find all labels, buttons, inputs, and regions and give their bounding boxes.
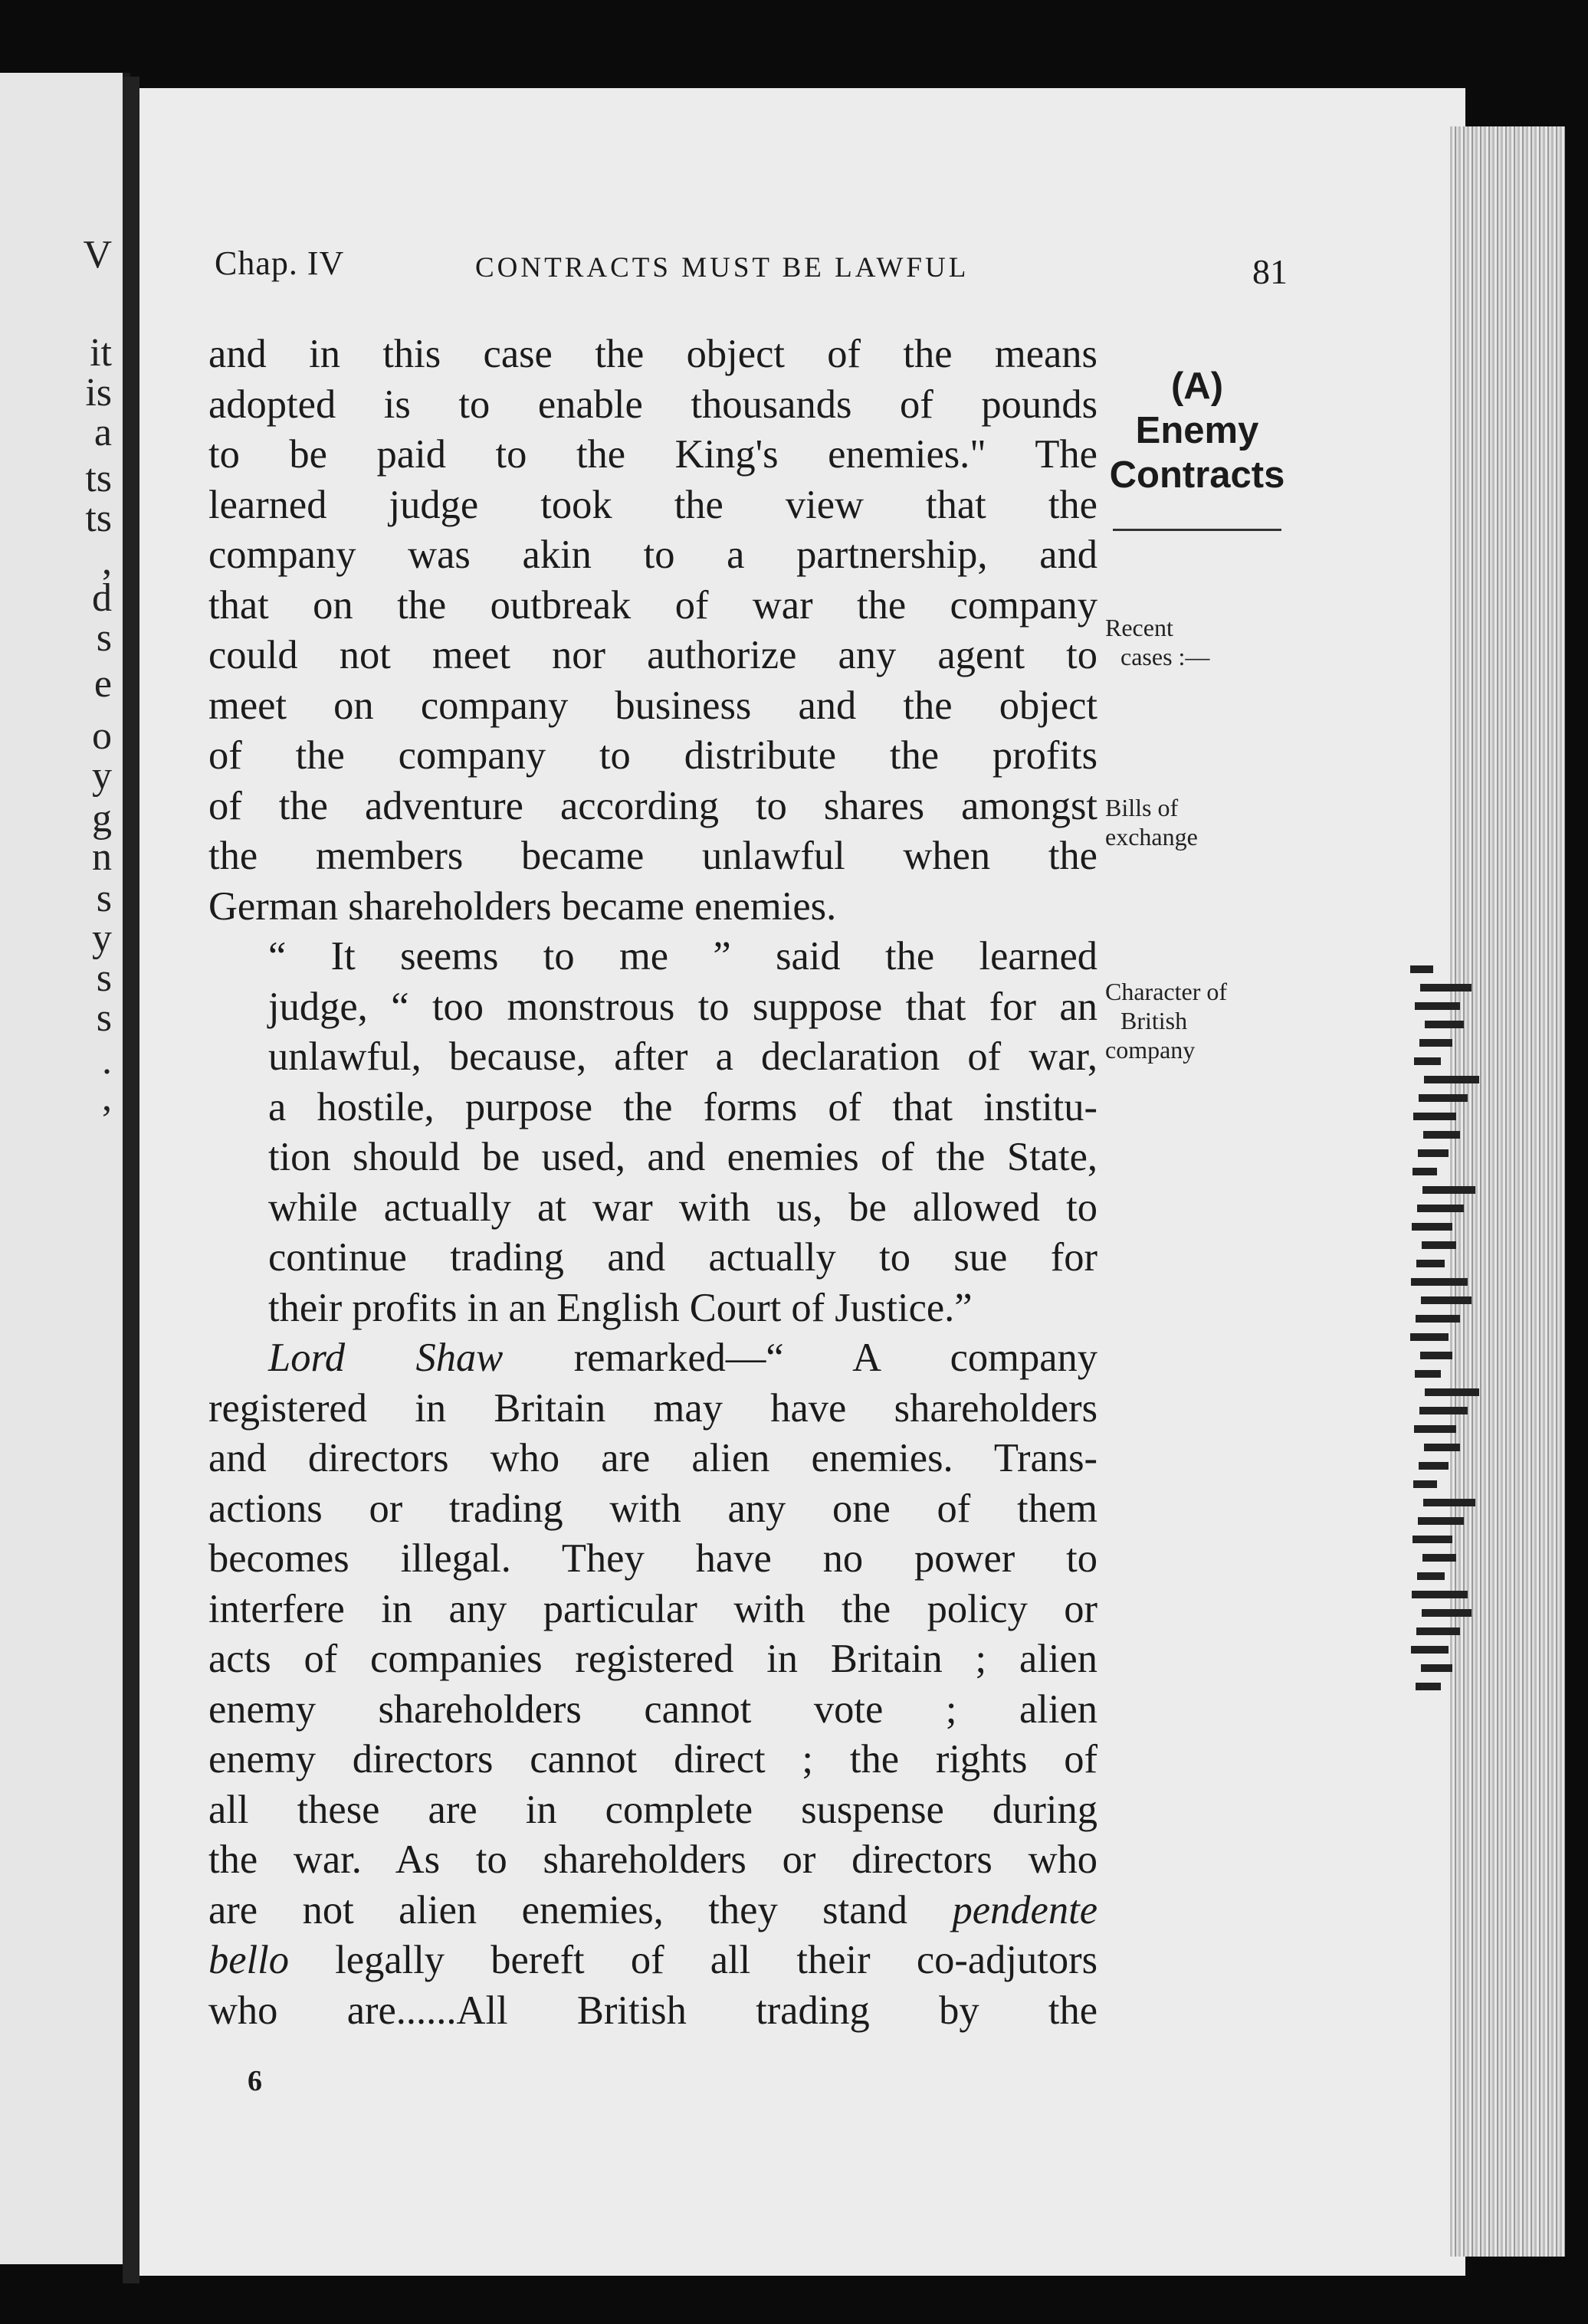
previous-page-letter: ts	[85, 457, 112, 500]
text-line: the war. As to shareholders or directors who	[208, 1837, 1097, 1882]
margin-section-heading	[1105, 364, 1289, 497]
margin-note-line: company	[1105, 1036, 1196, 1064]
margin-note-line: exchange	[1105, 823, 1198, 851]
previous-page-letter: s	[96, 877, 112, 920]
paragraph-2	[208, 932, 1097, 1333]
text-line: and directors who are alien enemies. Trans-	[208, 1436, 1097, 1480]
previous-page-letter: is	[85, 371, 112, 415]
text-line	[208, 1936, 1097, 1986]
previous-page-letter: .	[102, 1039, 112, 1083]
previous-page-edge	[0, 73, 130, 2264]
text-line: and in this case the object of the means	[208, 332, 1097, 376]
edge-ink-mark	[1425, 1388, 1479, 1396]
previous-page-letter: e	[94, 662, 112, 706]
edge-ink-mark	[1412, 1591, 1468, 1598]
previous-page-letter: g	[92, 797, 112, 841]
edge-ink-mark	[1422, 1186, 1475, 1194]
text-line: a hostile, purpose the forms of that institu-	[268, 1084, 1097, 1129]
edge-ink-mark	[1423, 1499, 1475, 1506]
margin-note-bills-of-exchange	[1105, 793, 1198, 851]
text-line: interfere in any particular with the policy or	[208, 1586, 1097, 1631]
margin-note-line: Recent	[1105, 614, 1173, 641]
text-fragment: remarked—“ A company	[573, 1336, 1098, 1380]
edge-ink-mark	[1418, 1517, 1464, 1525]
margin-note-line: cases :—	[1120, 643, 1210, 670]
margin-section-title-line1: Enemy	[1135, 410, 1259, 451]
previous-page-letter: V	[83, 233, 112, 277]
edge-ink-mark	[1415, 1002, 1460, 1010]
text-line	[208, 1886, 1097, 1936]
previous-page-letter: n	[92, 835, 112, 879]
text-line: could not meet nor authorize any agent to	[208, 633, 1097, 677]
edge-ink-mark	[1416, 1683, 1441, 1690]
edge-ink-mark	[1417, 1205, 1464, 1212]
edge-ink-mark	[1420, 984, 1472, 992]
italic-name: Lord Shaw	[268, 1336, 504, 1380]
edge-ink-mark	[1421, 1296, 1472, 1304]
edge-ink-mark	[1424, 1444, 1460, 1451]
edge-ink-mark	[1418, 1149, 1449, 1157]
text-line: actions or trading with any one of them	[208, 1486, 1097, 1531]
text-line: enemy shareholders cannot vote ; alien	[208, 1686, 1097, 1732]
previous-page-letter: s	[96, 996, 112, 1040]
text-line: tion should be used, and enemies of the State,	[268, 1135, 1097, 1179]
text-line: their profits in an English Court of Justice.”	[268, 1285, 973, 1330]
previous-page-letter: o	[92, 714, 112, 758]
text-line: of the adventure according to shares amongst	[208, 783, 1097, 828]
edge-ink-mark	[1424, 1076, 1479, 1083]
text-line: continue trading and actually to sue for	[268, 1235, 1097, 1280]
edge-ink-mark	[1417, 1572, 1445, 1580]
book-spine	[123, 77, 139, 2283]
previous-page-letter: d	[92, 576, 112, 620]
paragraph-3	[208, 1333, 1097, 2036]
previous-page-letter: it	[90, 331, 112, 375]
edge-ink-mark	[1419, 1407, 1468, 1414]
text-line: registered in Britain may have shareholders	[208, 1385, 1097, 1431]
edge-ink-mark	[1425, 1021, 1464, 1028]
edge-ink-mark	[1415, 1370, 1441, 1378]
margin-note-line: Bills of	[1105, 794, 1179, 821]
text-line: that on the outbreak of war the company	[208, 582, 1097, 628]
text-line: company was akin to a partnership, and	[208, 533, 1097, 577]
text-line: of the company to distribute the profits	[208, 733, 1097, 778]
edge-ink-mark	[1419, 1462, 1449, 1470]
edge-ink-mark	[1422, 1554, 1456, 1562]
edge-ink-mark	[1411, 1646, 1449, 1654]
edge-ink-mark	[1412, 1223, 1452, 1231]
page-header	[215, 244, 1288, 297]
edge-ink-mark	[1423, 1131, 1460, 1139]
page-number: 81	[1252, 252, 1288, 291]
text-line: German shareholders became enemies.	[208, 883, 837, 929]
previous-page-letter: ,	[102, 1076, 112, 1119]
edge-ink-mark	[1414, 1425, 1456, 1433]
edge-ink-mark	[1414, 1057, 1441, 1065]
edge-ink-mark	[1416, 1627, 1460, 1635]
signature-mark: 6	[248, 2065, 262, 2097]
edge-ink-mark	[1412, 1536, 1452, 1543]
previous-page-letter: ,	[102, 539, 112, 583]
italic-word: bello	[208, 1938, 289, 1982]
margin-section-letter: (A)	[1170, 365, 1224, 407]
edge-ink-mark	[1421, 1664, 1452, 1672]
previous-page-letter: a	[94, 411, 112, 454]
text-line: while actually at war with us, be allowed to	[268, 1185, 1097, 1230]
text-line	[208, 1333, 1097, 1384]
margin-note-recent-cases	[1105, 613, 1209, 671]
margin-section-title-line2: Contracts	[1109, 454, 1285, 496]
previous-page-letter: y	[92, 916, 112, 960]
edge-ink-mark	[1410, 965, 1433, 973]
text-fragment: are not alien enemies, they stand	[208, 1887, 953, 1932]
edge-ink-mark	[1422, 1241, 1456, 1249]
text-line: “ It seems to me ” said the learned	[268, 934, 1097, 978]
text-line: judge, “ too monstrous to suppose that for an	[268, 984, 1097, 1029]
running-title: CONTRACTS MUST BE LAWFUL	[475, 252, 970, 284]
body-text	[208, 329, 1097, 2036]
text-line: to be paid to the King's enemies." The	[208, 432, 1097, 477]
margin-heading-rule	[1113, 529, 1281, 531]
text-line: unlawful, because, after a declaration of war,	[268, 1034, 1097, 1079]
edge-ink-mark	[1413, 1113, 1456, 1120]
text-line: enemy directors cannot direct ; the rights of	[208, 1737, 1097, 1782]
text-line: who are......All British trading by the	[208, 1988, 1097, 2033]
previous-page-letter: s	[96, 616, 112, 660]
edge-ink-mark	[1412, 1168, 1437, 1175]
edge-ink-mark	[1422, 1609, 1472, 1617]
text-line: meet on company business and the object	[208, 683, 1097, 728]
previous-page-letter: s	[96, 956, 112, 1000]
previous-page-letter: ts	[85, 497, 112, 540]
previous-page-letter: y	[92, 754, 112, 798]
italic-word: pendente	[952, 1887, 1097, 1932]
text-fragment: legally bereft of all their co-adjutors	[288, 1938, 1097, 1982]
edge-ink-mark	[1420, 1352, 1452, 1359]
edge-marks	[1410, 965, 1479, 1716]
margin-note-line: Character of	[1105, 978, 1228, 1005]
edge-ink-mark	[1413, 1480, 1437, 1488]
paragraph-1	[208, 329, 1097, 932]
margin-note-character-of-british-company	[1105, 977, 1227, 1064]
text-line: adopted is to enable thousands of pounds	[208, 382, 1097, 427]
text-line: acts of companies registered in Britain ; alien	[208, 1637, 1097, 1681]
edge-ink-mark	[1410, 1333, 1449, 1341]
edge-ink-mark	[1419, 1094, 1468, 1102]
edge-ink-mark	[1416, 1260, 1445, 1267]
edge-ink-mark	[1416, 1315, 1460, 1323]
text-line: becomes illegal. They have no power to	[208, 1536, 1097, 1581]
text-line: the members became unlawful when the	[208, 834, 1097, 878]
text-line: all these are in complete suspense during	[208, 1787, 1097, 1832]
margin-note-line: British	[1120, 1007, 1188, 1034]
text-line: learned judge took the view that the	[208, 482, 1097, 527]
edge-ink-mark	[1411, 1278, 1468, 1286]
chapter-label: Chap. IV	[215, 244, 345, 282]
edge-ink-mark	[1419, 1039, 1452, 1047]
